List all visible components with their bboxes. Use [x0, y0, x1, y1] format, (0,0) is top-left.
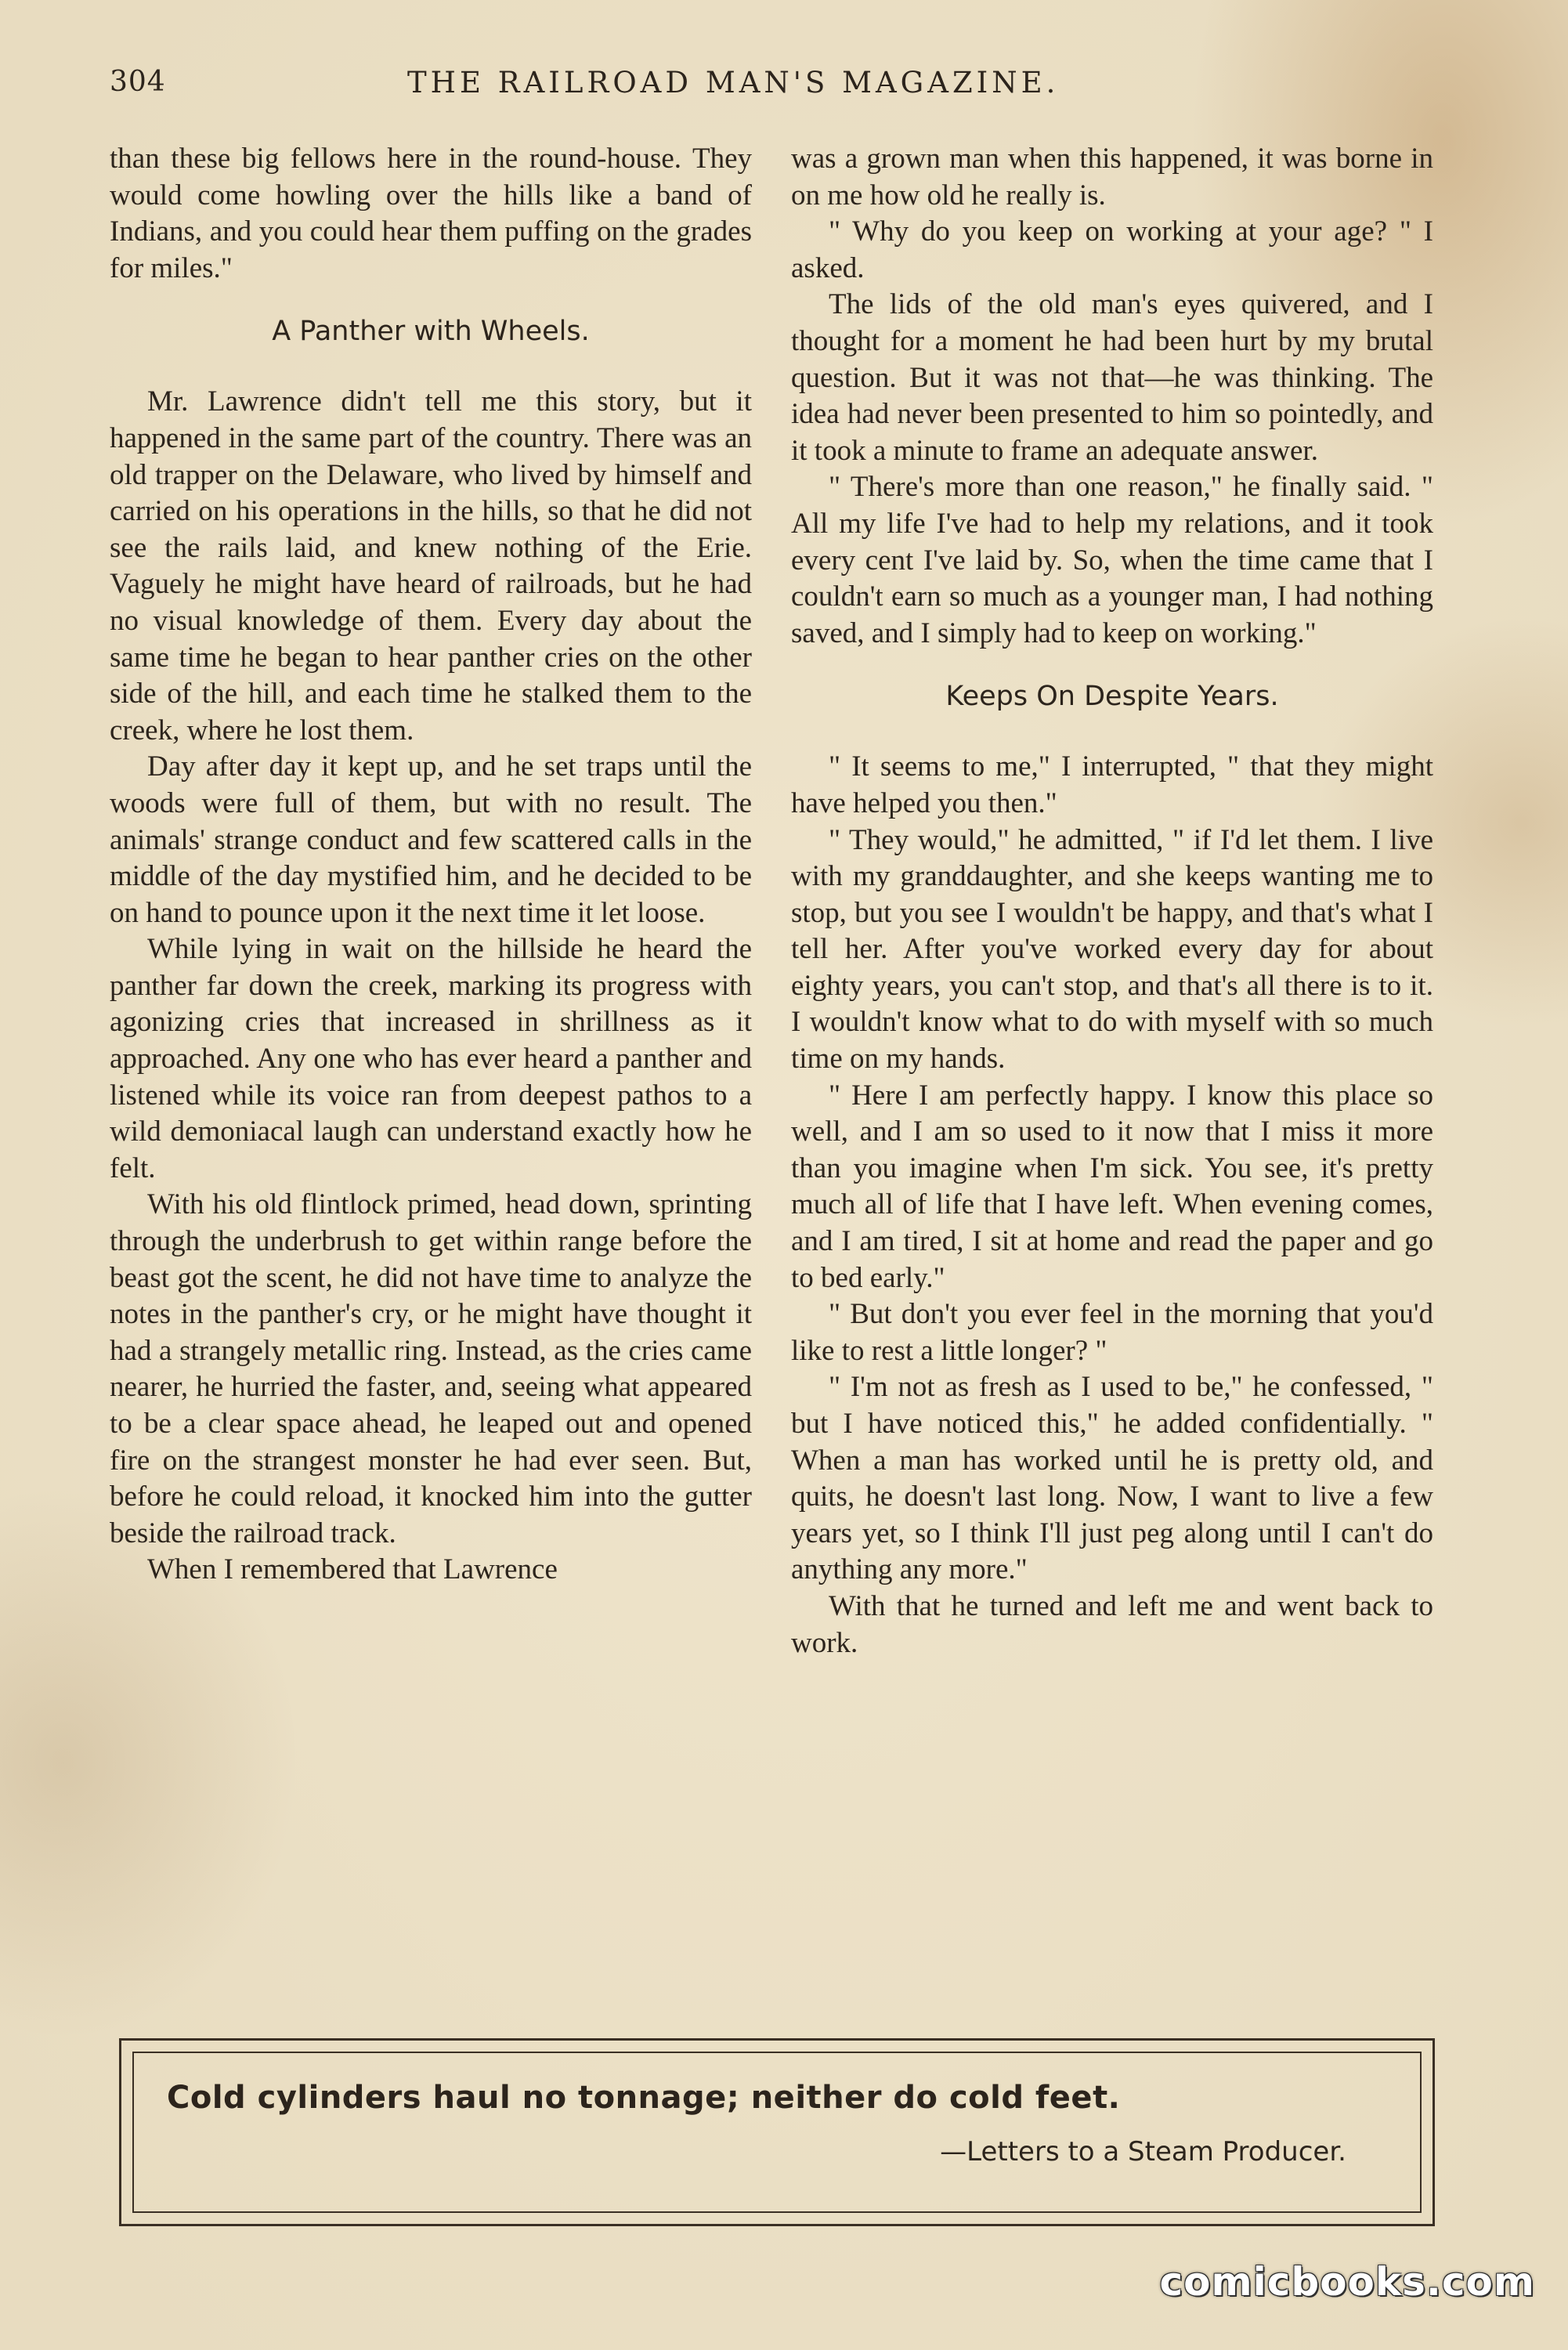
paragraph: " They would," he admitted, " if I'd let them. I live with my granddaughter, and she keeps wanting me to stop, but you see I wouldn't be happy, and that's what I tell her. After you've worked every day for about eighty years, you can't stop, and that's all there is to it. I wouldn't know what to do with myself with so much time on my hands.: [791, 823, 1433, 1076]
running-title: THE RAILROAD MAN'S MAGAZINE.: [407, 66, 1060, 99]
section-subhead: Keeps On Despite Years.: [945, 681, 1279, 713]
paragraph: " Here I am perfectly happy. I know this place so well, and I am so used to it now that I miss it more than you imagine when I'm sick. You see, it's pretty much all of life that I have left. When evening comes, and I am tired, I sit at home and read the paper and go to bed early.": [791, 1079, 1433, 1294]
paragraph: than these big fellows here in the round-house. They would come howling over the hills like a band of Indians, and you could hear them puffing on the grades for miles.": [110, 143, 752, 284]
paragraph: With that he turned and left me and went back to work.: [791, 1589, 1433, 1659]
page-number: 304: [110, 66, 166, 98]
paragraph: " It seems to me," I interrupted, " that they might have helped you then.": [791, 750, 1433, 819]
left-column: [110, 141, 752, 1589]
quote-attribution: —Letters to a Steam Producer.: [940, 2136, 1346, 2167]
paragraph: was a grown man when this happened, it was borne in on me how old he really is.: [791, 143, 1433, 212]
right-column: [791, 141, 1433, 1661]
paragraph: The lids of the old man's eyes quivered, and I thought for a moment he had been hurt by my brutal question. But it was not that—he was thinking. The idea had never been presented to him so pointedly, and it took a minute to frame an adequate answer.: [791, 288, 1433, 467]
quote-text: Cold cylinders haul no tonnage; neither do cold feet.: [167, 2080, 1121, 2116]
paragraph: " Why do you keep on working at your age? " I asked.: [791, 215, 1433, 284]
paragraph: When I remembered that Lawrence: [147, 1553, 558, 1586]
paragraph: While lying in wait on the hillside he heard the panther far down the creek, marking its progress with agonizing cries that increased in shrillness as it approached. Any one who has ever heard a panther and listened while its voice ran from deepest pathos to a wild demoniacal laugh can understand exactly how he felt.: [110, 933, 752, 1184]
paragraph: " But don't you ever feel in the morning that you'd like to rest a little longer? ": [791, 1298, 1433, 1367]
paragraph: " There's more than one reason," he finally said. " All my life I've had to help my relations, and it took every cent I've laid by. So, when the time came that I couldn't earn so much as a younger man, I had nothing saved, and I simply had to keep on working.": [791, 471, 1433, 649]
page-header: [110, 66, 1441, 113]
section-subhead: A Panther with Wheels.: [272, 316, 590, 348]
watermark-logo: comicbooks.com: [1159, 2259, 1535, 2305]
paragraph: Day after day it kept up, and he set traps until the woods were full of them, but with no result. The animals' strange conduct and few scattered calls in the middle of the day mystified him, and he decided to be on hand to pounce upon it the next time it let loose.: [110, 750, 752, 929]
paragraph: " I'm not as fresh as I used to be," he confessed, " but I have noticed this," he added confidentially. " When a man has worked until he is pretty old, and quits, he doesn't last long. Now, I want to live a few years yet, so I think I'll just peg along until I can't do anything any more.": [791, 1371, 1433, 1586]
paragraph: With his old flintlock primed, head down, sprinting through the underbrush to get within range before the beast got the scent, he did not have time to analyze the notes in the panther's cry, or he might have thought it had a strangely metallic ring. Instead, as the cries came nearer, he hurried the faster, and, seeing what appeared to be a clear space ahead, he leaped out and opened fire on the strangest monster he had ever seen. But, before he could reload, it knocked him into the gutter beside the railroad track.: [110, 1188, 752, 1549]
paragraph: Mr. Lawrence didn't tell me this story, but it happened in the same part of the country. There was an old trapper on the Delaware, who lived by himself and carried on his operations in the hills, so that he did not see the rails laid, and knew nothing of the Erie. Vaguely he might have heard of railroads, but he had no visual knowledge of them. Every day about the same time he began to hear panther cries on the other side of the hill, and each time he stalked them to the creek, where he lost them.: [110, 385, 752, 747]
quote-box-inner-border: [132, 2052, 1422, 2213]
quote-box: [119, 2038, 1435, 2226]
